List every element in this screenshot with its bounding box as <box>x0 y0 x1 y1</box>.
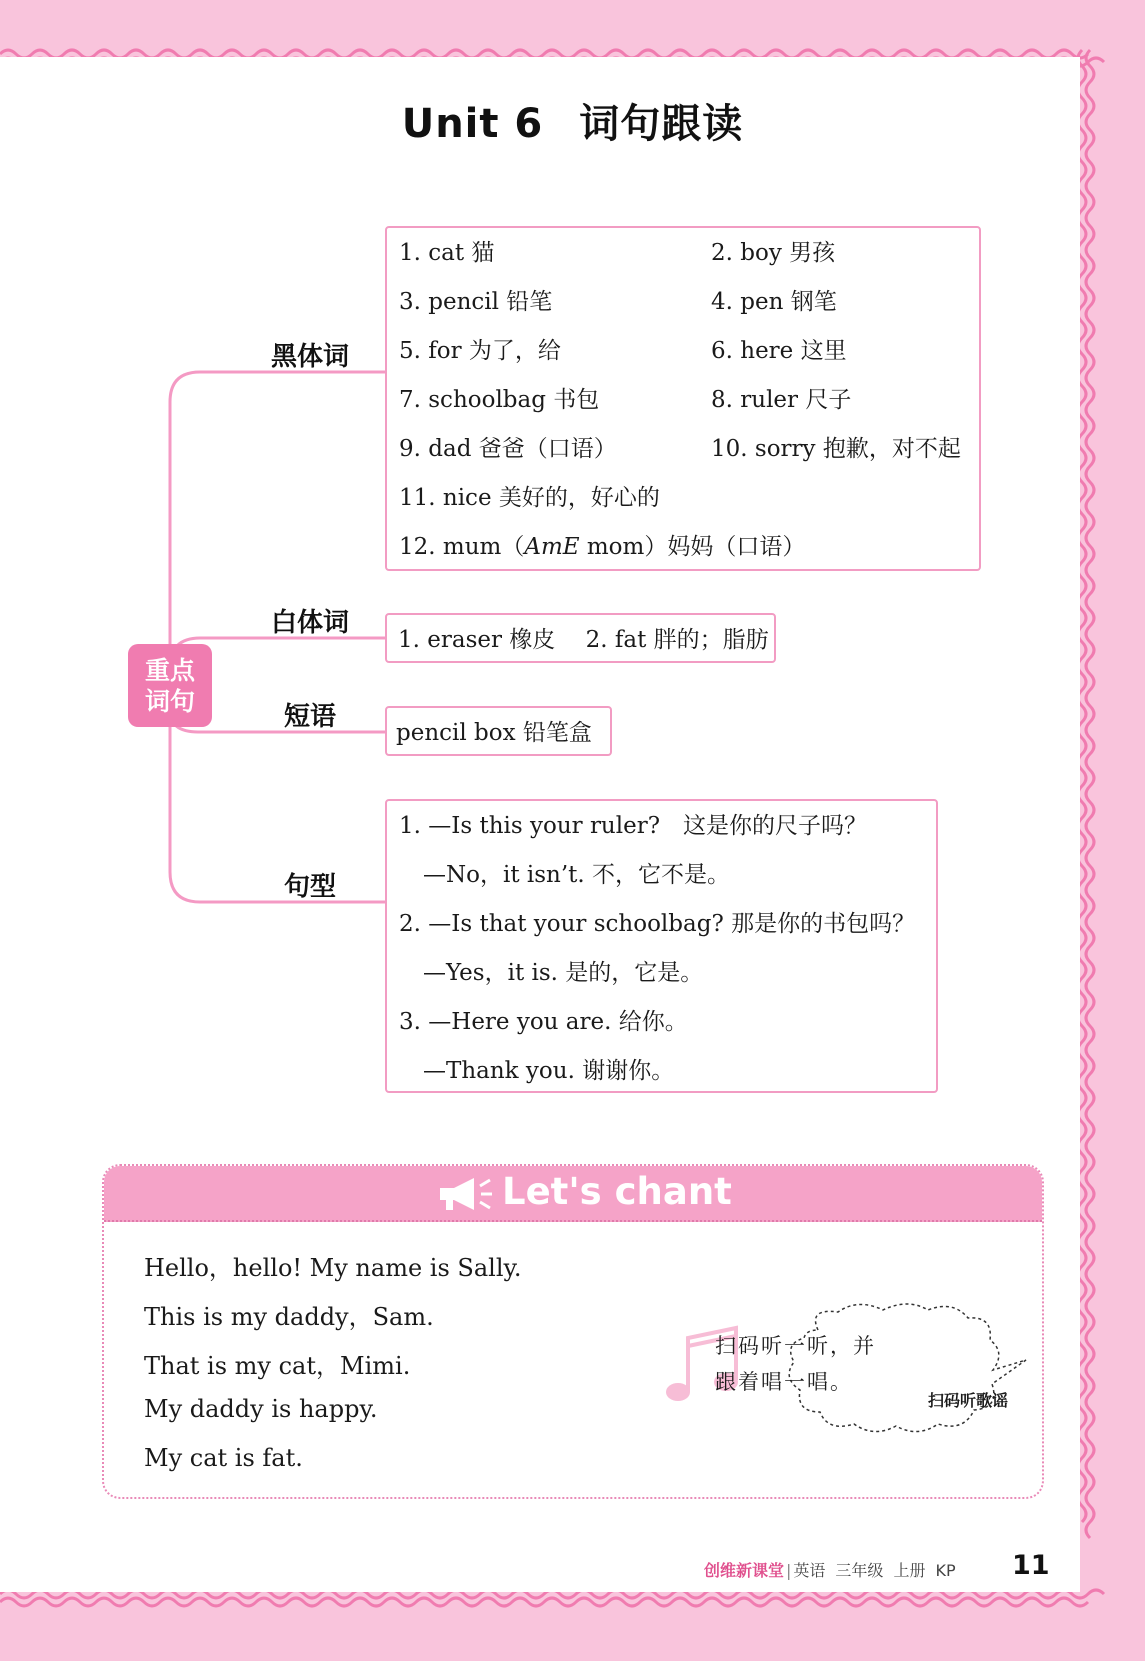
sentence-line: 1. —Is this your ruler? 这是你的尺子吗？ <box>399 813 868 839</box>
bold-words-box <box>385 226 981 571</box>
vocab-item: 6. here 这里 <box>711 338 847 364</box>
footer-brand: 创维新课堂 <box>704 1561 785 1580</box>
page-number: 11 <box>1012 1550 1050 1581</box>
unit-number: Unit 6 <box>401 101 544 147</box>
bubble-line: 跟着唱一唱。 <box>715 1370 853 1394</box>
white-words-box <box>385 613 776 663</box>
bubble-line: 扫码听一听，并 <box>715 1334 876 1358</box>
chant-card <box>102 1164 1044 1499</box>
page-title <box>0 92 1145 149</box>
sentence-line: 3. —Here you are. 给你。 <box>399 1009 688 1035</box>
footer-volume: 上册 <box>893 1561 926 1580</box>
white-words-text: 1. eraser 橡皮 2. fat 胖的；脂肪 <box>398 627 769 653</box>
qr-caption: 扫码听歌谣 <box>928 1391 1009 1410</box>
vocab-item: 5. for 为了，给 <box>399 338 561 364</box>
vocab-item: 7. schoolbag 书包 <box>399 387 600 413</box>
section-title: 词句跟读 <box>579 101 744 147</box>
vocab-item: 3. pencil 铅笔 <box>399 289 553 315</box>
chant-line: This is my daddy，Sam. <box>144 1303 434 1331</box>
vocab-item: 9. dad 爸爸（口语） <box>399 436 617 462</box>
sentences-label: 句型 <box>283 872 336 902</box>
center-label-line1: 重点 <box>144 655 195 685</box>
bubble-text <box>715 1328 876 1400</box>
phrase-text: pencil box 铅笔盒 <box>396 720 592 746</box>
footer: 创维新课堂 | 英语 三年级 上册 KP <box>704 1561 956 1580</box>
center-label-line2: 词句 <box>144 686 195 716</box>
footer-subject: 英语 <box>793 1561 826 1580</box>
megaphone-icon <box>436 1174 494 1214</box>
phrases-box <box>385 706 612 756</box>
chant-line: That is my cat，Mimi. <box>144 1352 411 1380</box>
mindmap-center-node <box>128 644 212 727</box>
vocab-item-12-suffix: mom）妈妈（口语） <box>579 534 806 560</box>
vocab-item: 11. nice 美好的，好心的 <box>399 485 660 511</box>
white-words-label: 白体词 <box>270 608 349 638</box>
vocab-item: 4. pen 钢笔 <box>711 289 837 315</box>
sentences-box <box>385 799 938 1093</box>
sentence-line: —Yes，it is. 是的，它是。 <box>423 960 704 986</box>
vocab-item-12-ame: AmE <box>524 534 580 560</box>
bold-words-label: 黑体词 <box>270 342 349 372</box>
sentence-line: 2. —Is that your schoolbag? 那是你的书包吗？ <box>399 911 916 937</box>
footer-edition: KP <box>935 1561 956 1580</box>
chant-line: Hello，hello! My name is Sally. <box>144 1254 522 1282</box>
sentence-line: —Thank you. 谢谢你。 <box>423 1058 675 1084</box>
vocab-item-12-prefix: 12. mum（ <box>399 534 525 560</box>
vocab-item: 8. ruler 尺子 <box>711 387 852 413</box>
sentence-line: —No，it isn’t. 不，它不是。 <box>423 862 731 888</box>
chant-line: My cat is fat. <box>144 1444 303 1472</box>
chant-title: Let's chant <box>502 1170 732 1213</box>
vocab-item: 2. boy 男孩 <box>711 240 836 266</box>
phrases-label: 短语 <box>283 702 336 732</box>
footer-grade: 三年级 <box>835 1561 884 1580</box>
vocab-item: 10. sorry 抱歉，对不起 <box>711 436 961 462</box>
vocab-item-12 <box>399 530 981 579</box>
chant-header <box>104 1166 1042 1222</box>
chant-line: My daddy is happy. <box>144 1395 378 1423</box>
vocab-item: 1. cat 猫 <box>399 240 495 266</box>
